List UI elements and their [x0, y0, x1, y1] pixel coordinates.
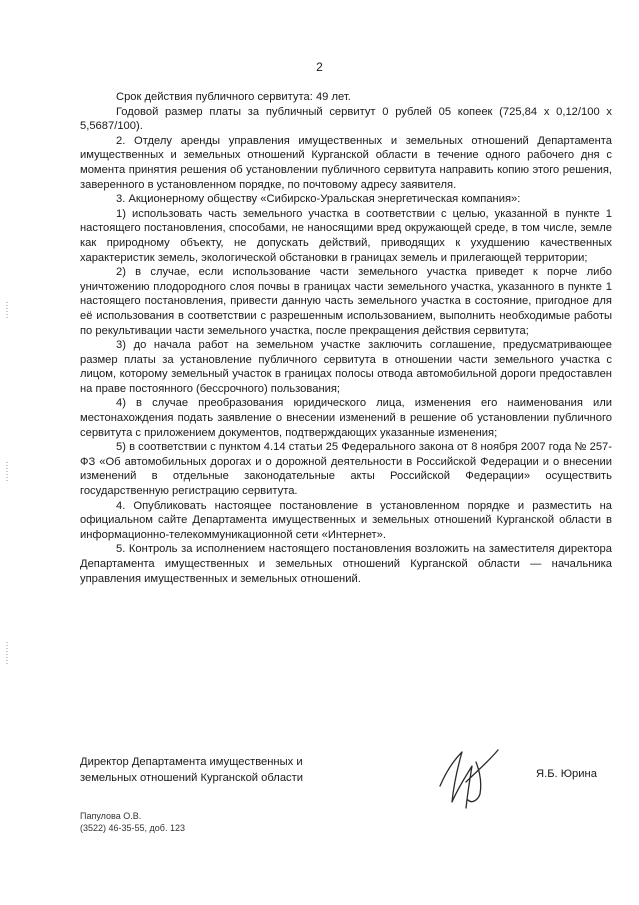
servitude-term: Срок действия публичного сервитута: 49 лет. — [116, 91, 351, 103]
signatory-position-line-1: Директор Департамента имущественных и — [80, 756, 303, 768]
executor-phone: (3522) 46-35-55, доб. 123 — [80, 823, 185, 833]
clause-3-item-1: 1) использовать часть земельного участка в соответствии с целью, указанной в пункте 1 настоящего постановления, способами, не наносящими вред окружающей среде, в том числе, земле как природному объекту, не допускать действий, приводящих к ухудшению качественных характеристик земель, экологической обстановки в границах земель и прилегающей территории; — [80, 207, 612, 264]
signatory-name: Я.Б. Юрина — [536, 768, 597, 780]
handwritten-signature — [432, 742, 504, 816]
clause-3-item-3: 3) до начала работ на земельном участке заключить соглашение, предусматривающее размер платы за установление публичного сервитута в отношении части земельного участка с лицом, которому земельный участок в границах полосы отвода автомобильной дороги предоставлен на праве постоянного (бессрочного) пользования; — [80, 339, 612, 395]
scan-artifact-marks — [6, 460, 10, 483]
clause-3-item-2: 2) в случае, если использование части земельного участка приведет к порче либо уничтожению плодородного слоя почвы в границах части земельного участка, указанного в пункте 1 настоящего постановления, привести данную часть земельного участка в состояние, пригодное для её использования в соответствии с разрешенным использованием, выполнить необходимые работы по рекультивации части земельного участка, после прекращения действия сервитута; — [80, 266, 612, 337]
page-number: 2 — [316, 60, 323, 74]
executor-name: Папулова О.В. — [80, 811, 142, 821]
annual-fee: Годовой размер платы за публичный сервитут 0 рублей 05 копеек (725,84 x 0,12/100 x 5,5687/100). — [80, 105, 612, 133]
document-body — [80, 90, 612, 586]
scan-artifact-marks — [6, 300, 10, 320]
clause-5: 5. Контроль за исполнением настоящего постановления возложить на заместителя директора Департамента имущественных и земельных отношений Курганской области — начальника управления имущественных и земельных отношений. — [80, 543, 612, 585]
clause-3-heading: 3. Акционерному обществу «Сибирско-Уральская энергетическая компания»: — [116, 193, 521, 206]
clause-2: 2. Отделу аренды управления имущественных и земельных отношений Департамента имущественных и земельных отношений Курганской области в течение одного рабочего дня с момента принятия решения об установлении публичного сервитута направить копию этого решения, заверенного в установленном порядке, по почтовому адресу заявителя. — [80, 134, 612, 191]
signatory-position — [80, 754, 380, 786]
clause-3-item-4: 4) в случае преобразования юридического лица, изменения его наименования или местонахождения подать заявление о внесении изменений в решение об установлении публичного сервитута с приложением документов, подтверждающих указанные изменения; — [80, 397, 612, 439]
clause-4: 4. Опубликовать настоящее постановление в установленном порядке и разместить на официальном сайте Департамента имущественных и земельных отношений Курганской области в информационно-телекоммуникационной сети «Интернет». — [80, 499, 612, 541]
clause-3-item-5: 5) в соответствии с пунктом 4.14 статьи 25 Федерального закона от 8 ноября 2007 года № 257-ФЗ «Об автомобильных дорогах и о дорожной деятельности в Российской Федерации и о внесении изменений в отдельные законодательные акты Российской Федерации» осуществить государственную регистрацию сервитута. — [80, 441, 612, 498]
signatory-position-line-2: земельных отношений Курганской области — [80, 772, 304, 784]
executor-info — [80, 810, 185, 834]
scan-artifact-marks — [6, 640, 10, 666]
